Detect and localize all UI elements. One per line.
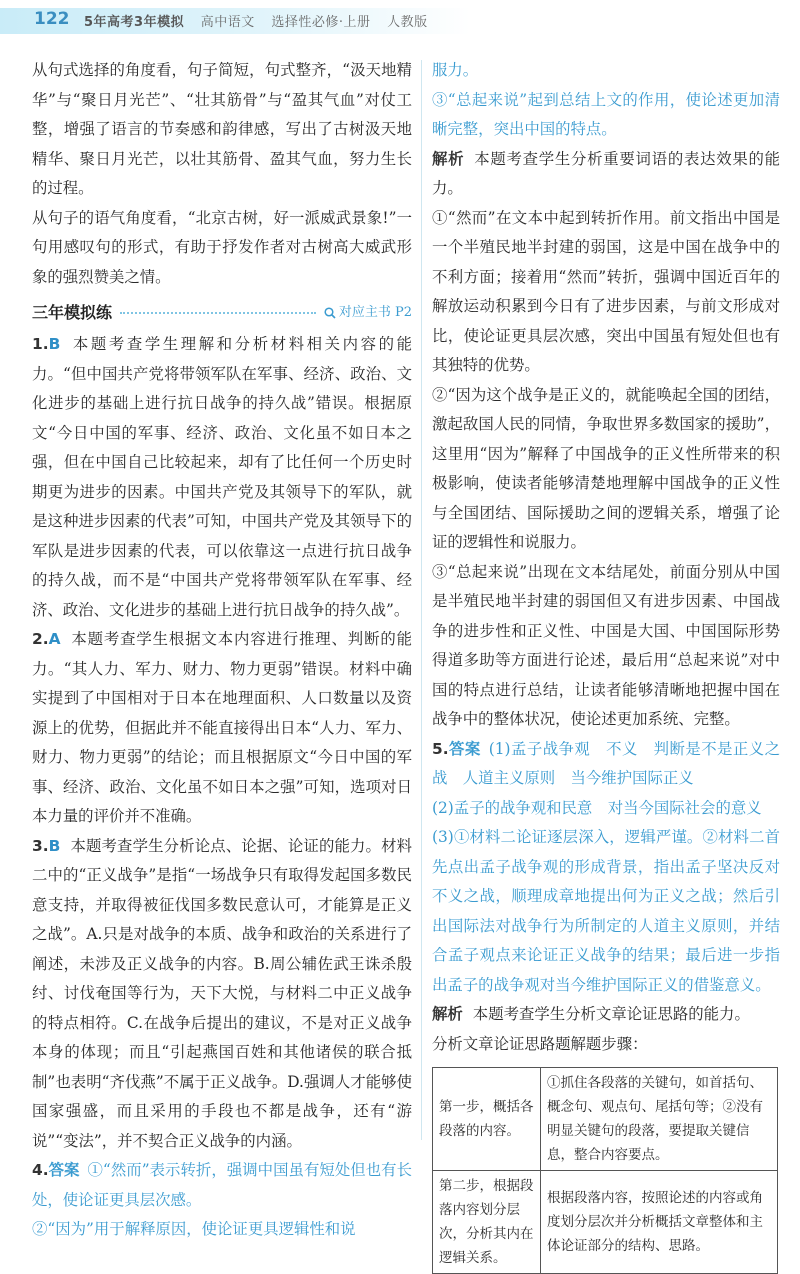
question-4-answer-2-cont: 服力。 xyxy=(432,61,479,79)
step-detail-cell: ①抓住各段落的关键句，如首括句、概念句、观点句、尾括句等；②没有明显关键句的段落，要提取关键信息，整合内容要点。 xyxy=(541,1068,778,1171)
column-divider xyxy=(421,60,422,1140)
question-4-analysis-text: 本题考查学生分析重要词语的表达效果的能力。 xyxy=(432,149,780,197)
question-5-answer-2: (2)孟子的战争观和民意 对当今国际社会的意义 xyxy=(432,798,762,817)
step-cell: 第一步，概括各段落的内容。 xyxy=(433,1068,541,1171)
intro-paragraph-1: 从句式选择的角度看，句子简短，句式整齐，“汲天地精华”与“聚日月光芒”、“壮其筋骨”与“盈其气血”对仗工整，增强了语言的节奏感和韵律感，写出了古树汲天地精华、聚日月光芒，以壮其筋骨、盈其气血，努力生长的过程。 xyxy=(32,61,412,197)
volume: 选择性必修·上册 xyxy=(271,15,371,30)
step-detail-cell: 根据段落内容，按照论述的内容或角度划分层次并分析概括文章整体和主体论证部分的结构、思路。 xyxy=(541,1171,778,1274)
question-5-analysis-text: 本题考查学生分析文章论证思路的能力。 xyxy=(472,1005,750,1023)
answer-letter: A xyxy=(48,630,61,648)
question-number: 4. xyxy=(32,1161,49,1179)
section-reference-text: 对应主书 P2 xyxy=(338,305,412,321)
question-1-text: 本题考查学生理解和分析材料相关内容的能力。“但中国共产党将带领军队在军事、经济、政治、文化进步的基础上进行抗日战争的持久战”错误。根据原文“今日中国的军事、经济、政治、文化虽不如日本之强，但在中国自己比较起来，却有了比任何一个历史时期更为进步的因素。中国共产党及其领导下的军队，就是这种进步因素的代表”可知，中国共产党及其领导下的军队是进步因素的代表，可以依靠这一点进行抗日战争的持久战，而不是“中国共产党将带领军队在军事、经济、政治、文化进步的基础上进行抗日战争的持久战”。 xyxy=(32,335,412,619)
question-4-point-2: ②“因为这个战争是正义的，就能唤起全国的团结，激起敌国人民的同情，争取世界多数国家的援助”，这里用“因为”解释了中国战争的正义性所带来的积极影响，使读者能够清楚地理解中国战争的正义性与全国团结、国际援助之间的逻辑关系，增强了论证的逻辑性和说服力。 xyxy=(432,385,780,551)
question-2-text: 本题考查学生根据文本内容进行推理、判断的能力。“其人力、军力、财力、物力更弱”错误。材料中确实提到了中国相对于日本在地理面积、人口数量以及资源上的优势，但据此并不能直接得出日本“人力、军力、财力、物力更弱”的结论；而且根据原文“今日中国的军事、经济、政治、文化虽不如日本之强”可知，选项对日本力量的评价并不准确。 xyxy=(32,630,412,825)
subject: 高中语文 xyxy=(200,15,255,30)
section-header xyxy=(32,298,412,328)
section-reference[interactable] xyxy=(324,298,412,328)
answer-letter: B xyxy=(48,335,61,353)
page-header xyxy=(0,0,800,52)
question-5-analysis xyxy=(432,1000,780,1030)
question-4 xyxy=(32,1156,412,1215)
question-number: 5. xyxy=(432,739,449,758)
step-cell: 第二步，根据段落内容划分层次，分析其内在逻辑关系。 xyxy=(433,1171,541,1274)
table-row xyxy=(433,1171,778,1274)
edition: 人教版 xyxy=(387,15,428,30)
question-4-point-3: ③“总起来说”出现在文本结尾处，前面分别从中国是半殖民地半封建的弱国但又有进步因素、中国战争的进步性和正义性、中国是大国、中国国际形势得道多助等方面进行论述，最后用“总起来说”对中国的特点进行总结，让读者能够清晰地把握中国在战争中的整体状况，使论述更加系统、完整。 xyxy=(432,562,780,728)
question-3 xyxy=(32,832,412,1157)
page-number: 122 xyxy=(34,9,70,29)
search-icon xyxy=(324,307,336,319)
series-name: 5年高考3年模拟 xyxy=(84,15,185,30)
question-3-text: 本题考查学生分析论点、论据、论证的能力。材料二中的“正义战争”是指“一场战争只有取得发起国多数民意支持，并取得被征伐国多数民意认可，才能算是正义之战”。A.只是对战争的本质、战争和政治的关系进行了阐述，未涉及正义战争的内容。B.周公辅佐武王诛杀殷纣、讨伐奄国等行为，天下大悦，与材料二中正义战争的特点相符。C.在战争后提出的建议，不是对正义战争本身的体现；而且“引起燕国百姓和其他诸侯的联合抵制”也表明“齐伐燕”不属于正义战争。D.强调人才能够使国家强盛，而且采用的手段也不都是战争，还有“游说”“变法”，并不契合正义战争的内涵。 xyxy=(32,836,412,1150)
question-5-answer-1: (1)孟子战争观 不义 判断是不是正义之战 人道主义原则 当今维护国际正义 xyxy=(432,739,780,787)
question-number: 2. xyxy=(32,630,49,648)
question-number: 3. xyxy=(32,836,49,855)
dotted-rule xyxy=(120,312,316,314)
left-column xyxy=(32,56,412,1245)
right-column xyxy=(432,56,780,1274)
question-number: 1. xyxy=(32,335,49,353)
analysis-label: 解析 xyxy=(432,149,465,168)
intro-paragraph-2: 从句子的语气角度看，“北京古树，好一派威武景象!”一句用感叹句的形式，有助于抒发作者对古树高大威武形象的强烈赞美之情。 xyxy=(32,208,412,286)
question-4-answer-2: ②“因为”用于解释原因，使论证更具逻辑性和说 xyxy=(32,1220,356,1238)
section-title: 三年模拟练 xyxy=(32,303,113,323)
analysis-label: 解析 xyxy=(432,1005,463,1023)
question-4-point-1: ①“然而”在文本中起到转折作用。前文指出中国是一个半殖民地半封建的弱国，这是中国在战争中的不利方面；接着用“然而”转折，强调中国近百年的解放运动积累到今日有了进步因素，与前文形成对比，使论证更具层次感，突出中国虽有短处但也有其独特的优势。 xyxy=(432,208,780,374)
question-4-answer-3: ③“总起来说”起到总结上文的作用，使论述更加清晰完整，突出中国的特点。 xyxy=(432,90,780,138)
steps-intro: 分析文章论证思路题解题步骤： xyxy=(432,1034,648,1053)
question-4-analysis xyxy=(432,145,780,204)
answer-letter: B xyxy=(48,836,61,855)
answer-label: 答案 xyxy=(48,1161,80,1179)
question-1 xyxy=(32,330,412,625)
question-2 xyxy=(32,625,412,832)
question-5 xyxy=(432,735,780,794)
table-row xyxy=(433,1068,778,1171)
question-5-answer-3: (3)①材料二论证逐层深入，逻辑严谨。②材料二首先点出孟子战争观的形成背景，指出孟子坚决反对不义之战，顺理成章地提出何为正义之战；然后引出国际法对战争行为所制定的人道主义原则，并结合孟子观点来论证正义战争的结果；最后进一步指出孟子的战争观对当今维护国际正义的借鉴意义。 xyxy=(432,828,780,994)
answer-label: 答案 xyxy=(448,739,481,758)
question-4-answer-1: ①“然而”表示转折，强调中国虽有短处但也有长处，使论证更具层次感。 xyxy=(32,1161,412,1209)
steps-table xyxy=(432,1067,778,1274)
series-title xyxy=(84,11,440,30)
